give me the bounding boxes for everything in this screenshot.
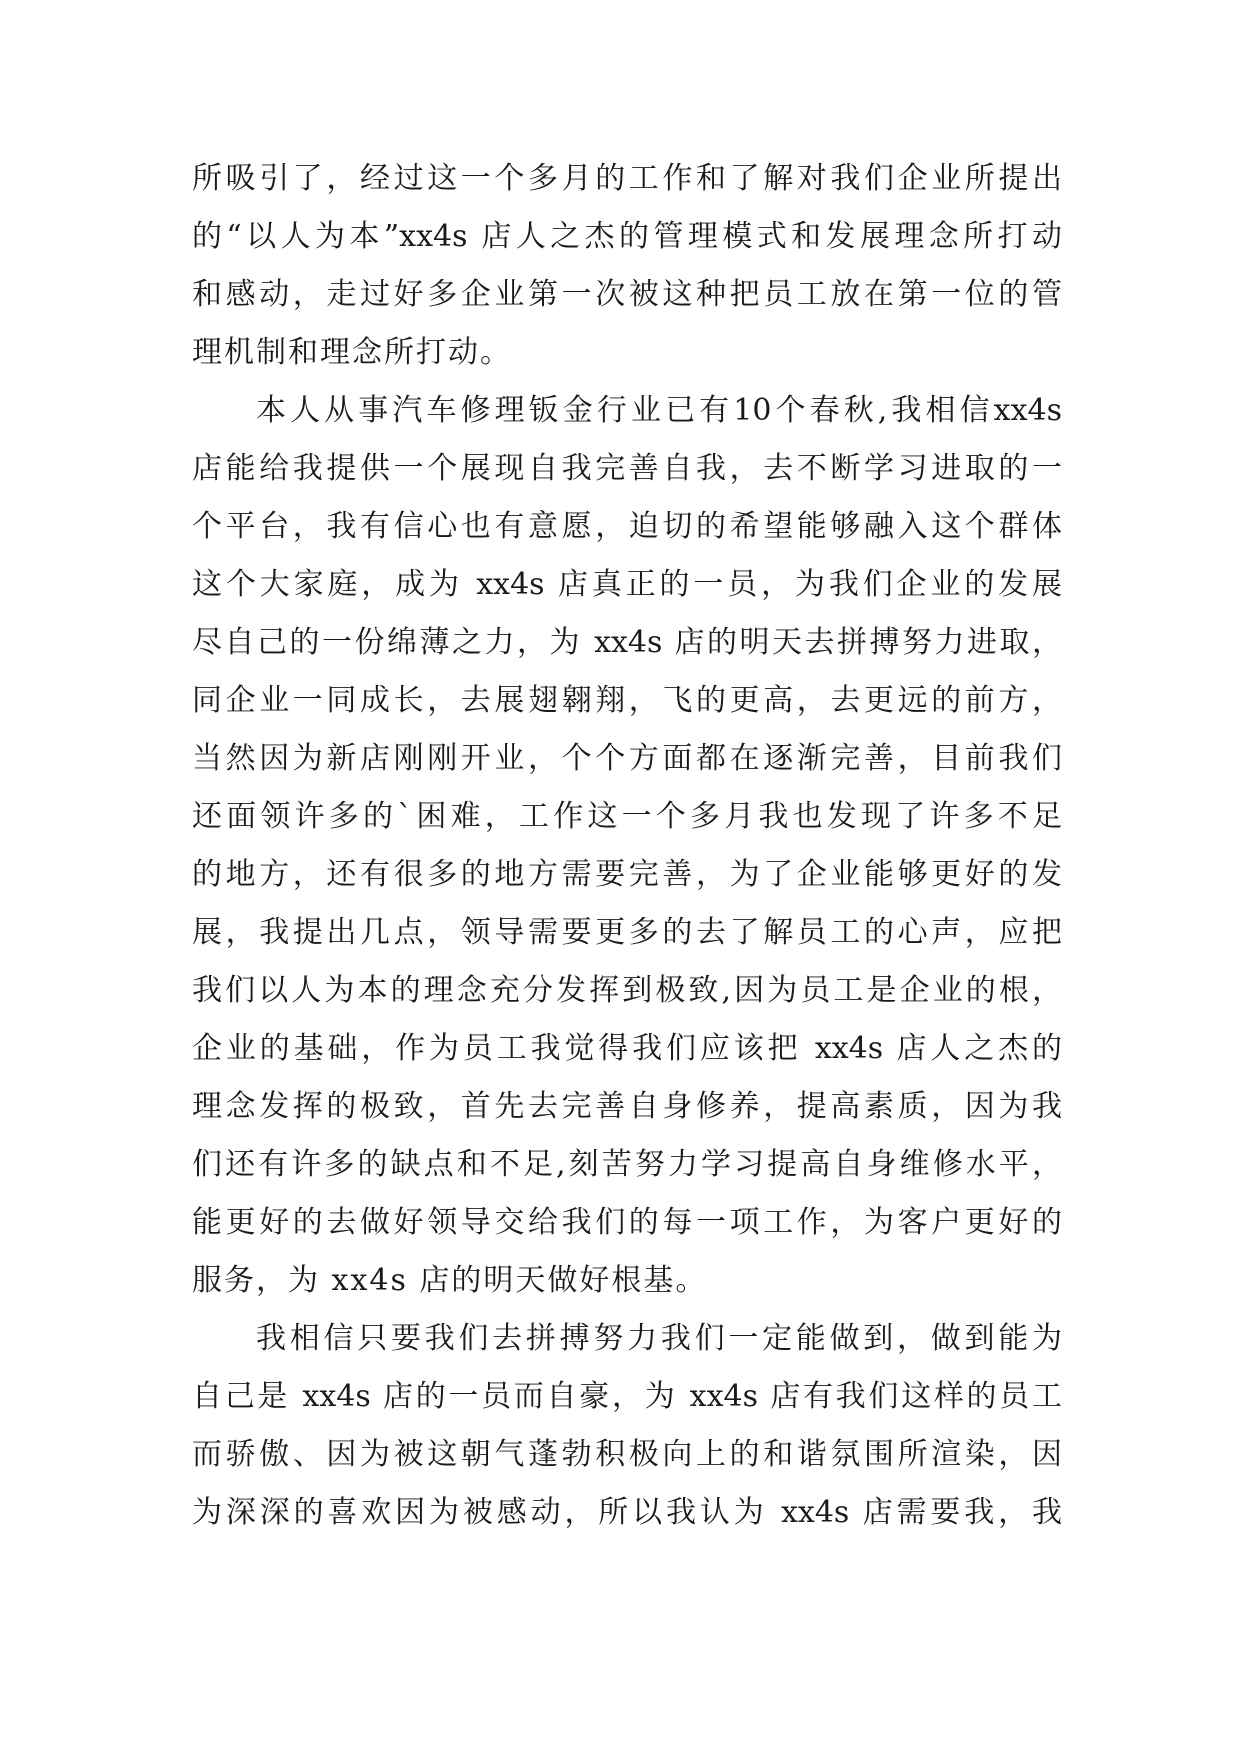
text-line: 而骄傲、因为被这朝气蓬勃积极向上的和谐氛围所渲染，因 [192,1437,1062,1472]
text-line: 自己是 xx4s 店的一员而自豪，为 xx4s 店有我们这样的员工 [192,1379,1062,1414]
text-line: 们还有许多的缺点和不足,刻苦努力学习提高自身维修水平， [192,1147,1062,1182]
text-line: 的“以人为本”xx4s 店人之杰的管理模式和发展理念所打动 [192,219,1062,254]
text-line: 店能给我提供一个展现自我完善自我，去不断学习进取的一 [192,451,1062,486]
text-line: 同企业一同成长，去展翅翱翔，飞的更高，去更远的前方， [192,683,1062,718]
text-line: 当然因为新店刚刚开业，个个方面都在逐渐完善，目前我们 [192,741,1062,776]
text-line: 展，我提出几点，领导需要更多的去了解员工的心声，应把 [192,915,1062,950]
text-line: 尽自己的一份绵薄之力，为 xx4s 店的明天去拼搏努力进取， [192,625,1062,660]
paragraph-first-line: 我相信只要我们去拼搏努力我们一定能做到，做到能为 [256,1321,1062,1356]
text-line: 个平台，我有信心也有意愿，迫切的希望能够融入这个群体 [192,509,1062,544]
text-line: 我们以人为本的理念充分发挥到极致,因为员工是企业的根， [192,973,1062,1008]
text-line: 和感动，走过好多企业第一次被这种把员工放在第一位的管 [192,277,1062,312]
text-line: 理机制和理念所打动。 [192,335,512,370]
text-line: 的地方，还有很多的地方需要完善，为了企业能够更好的发 [192,857,1062,892]
text-line: 这个大家庭，成为 xx4s 店真正的一员，为我们企业的发展 [192,567,1062,602]
text-line: 为深深的喜欢因为被感动，所以我认为 xx4s 店需要我，我 [192,1495,1062,1530]
text-line: 服务，为 xx4s 店的明天做好根基。 [192,1263,708,1298]
text-line: 理念发挥的极致，首先去完善自身修养，提高素质，因为我 [192,1089,1062,1124]
text-line: 还面领许多的`困难，工作这一个多月我也发现了许多不足 [192,799,1062,834]
paragraph-first-line: 本人从事汽车修理钣金行业已有10个春秋,我相信xx4s [256,393,1062,428]
text-line: 企业的基础，作为员工我觉得我们应该把 xx4s 店人之杰的 [192,1031,1062,1066]
text-line: 所吸引了，经过这一个多月的工作和了解对我们企业所提出 [192,161,1062,196]
text-line: 能更好的去做好领导交给我们的每一项工作，为客户更好的 [192,1205,1062,1240]
